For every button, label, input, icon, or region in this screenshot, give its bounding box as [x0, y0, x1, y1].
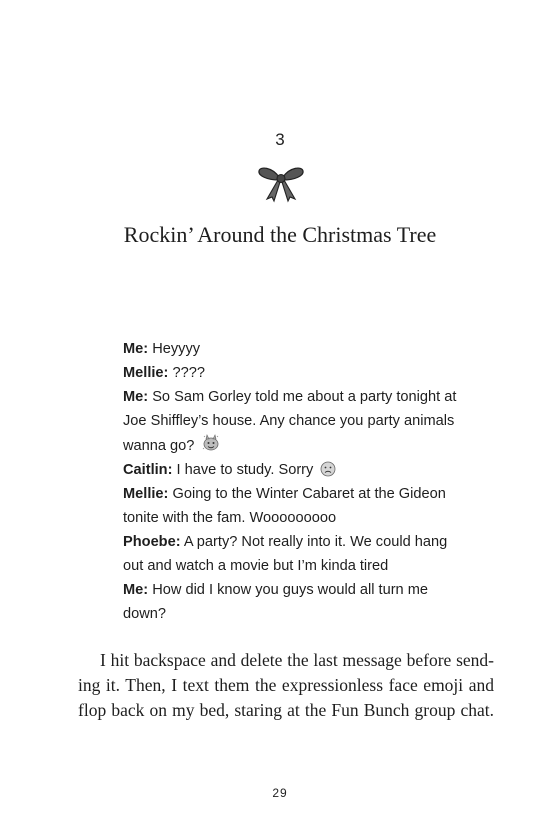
chat-text: I have to study. Sorry [176, 462, 314, 478]
chat-text: ???? [172, 365, 205, 381]
chat-text: wanna go? [123, 438, 195, 454]
chat-text: tonite with the fam. Wooooooooo [123, 510, 337, 526]
chat-sender: Phoebe: [123, 534, 181, 550]
paragraph-line: flop back on my bed, staring at the Fun Bunch group chat. [78, 700, 494, 720]
group-chat-transcript [123, 337, 463, 626]
chat-message [123, 361, 463, 385]
narrative-paragraph [78, 648, 494, 723]
chat-text: A party? Not really into it. We could hang [183, 534, 448, 550]
page-number: 29 [272, 786, 288, 800]
chat-message [123, 458, 463, 482]
chat-message [123, 337, 463, 361]
chat-sender: Me: [123, 341, 149, 357]
chat-text: out and watch a movie but I’m kinda tired [123, 558, 389, 574]
chat-sender: Me: [123, 582, 149, 598]
chat-sender: Mellie: [123, 486, 169, 502]
chat-message [123, 482, 463, 530]
chat-text: So Sam Gorley told me about a party tonight at [152, 389, 457, 405]
chat-sender: Caitlin: [123, 462, 173, 478]
chat-text: How did I know you guys would all turn me [152, 582, 428, 598]
paragraph-line: I hit backspace and delete the last message before send- [100, 650, 494, 670]
chat-message [123, 385, 463, 458]
chat-sender: Me: [123, 389, 149, 405]
chat-text: Joe Shiffley’s house. Any chance you party animals [123, 413, 455, 429]
chat-sender: Mellie: [123, 365, 169, 381]
bow-ornament-icon [256, 163, 306, 203]
party-animal-emoji-icon [201, 433, 221, 453]
paragraph-line: ing it. Then, I text them the expressionless face emoji and [78, 675, 494, 695]
chapter-title: Rockin’ Around the Christmas Tree [123, 222, 437, 247]
chat-text: Heyyyy [152, 341, 201, 357]
chat-message [123, 578, 463, 626]
chat-text: Going to the Winter Cabaret at the Gideon [172, 486, 446, 502]
frowning-face-emoji-icon [320, 461, 336, 477]
chat-text: down? [123, 606, 167, 622]
chapter-number: 3 [275, 130, 285, 149]
chat-message [123, 530, 463, 578]
